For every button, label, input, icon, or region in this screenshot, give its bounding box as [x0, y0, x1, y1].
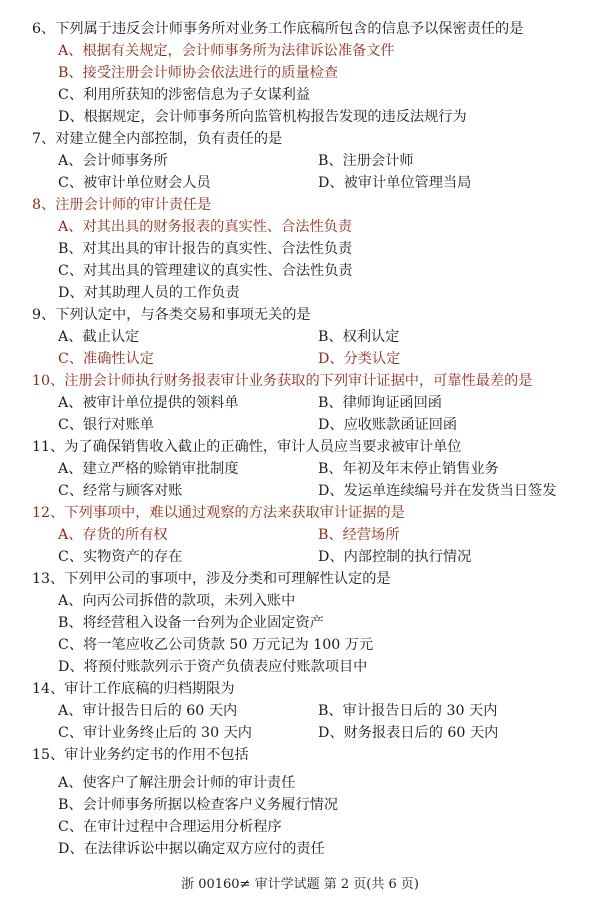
question-11-option-b: B、年初及年末停止销售业务 [318, 461, 499, 477]
question-6-option-c: C、利用所获知的涉密信息为子女谋利益 [58, 87, 311, 103]
question-14-stem: 14、审计工作底稿的归档期限为 [32, 681, 235, 697]
question-13-option-a: A、向丙公司拆借的款项，未列入账中 [58, 593, 296, 609]
question-6-stem: 6、下列属于违反会计师事务所对业务工作底稿所包含的信息予以保密责任的是 [32, 21, 524, 37]
question-9-option-d: D、分类认定 [318, 351, 401, 367]
question-9-option-b: B、权利认定 [318, 329, 400, 345]
question-6-option-b: B、接受注册会计师协会依法进行的质量检查 [58, 65, 339, 81]
question-15-option-a: A、使客户了解注册会计师的审计责任 [58, 775, 296, 791]
question-11-option-a: A、建立严格的赊销审批制度 [58, 461, 239, 477]
question-7-option-d: D、被审计单位管理当局 [318, 175, 472, 191]
question-10-option-c: C、银行对账单 [58, 417, 154, 433]
question-11-stem: 11、为了确保销售收入截止的正确性，审计人员应当要求被审计单位 [32, 439, 462, 455]
question-6-option-a: A、根据有关规定，会计师事务所为法律诉讼准备文件 [58, 43, 395, 59]
question-15-option-b: B、会计师事务所据以检查客户义务履行情况 [58, 797, 339, 813]
question-8-option-d: D、对其助理人员的工作负责 [58, 285, 240, 301]
question-9-option-c: C、准确性认定 [58, 351, 154, 367]
question-11-option-d: D、发运单连续编号并在发货当日签发 [318, 483, 557, 499]
question-9-stem: 9、下列认定中，与各类交易和事项无关的是 [32, 307, 311, 323]
question-6-option-d: D、根据规定，会计师事务所向监管机构报告发现的违反法规行为 [58, 109, 467, 125]
question-8-stem: 8、注册会计师的审计责任是 [32, 197, 212, 213]
question-12-option-a: A、存货的所有权 [58, 527, 168, 543]
question-8-option-c: C、对其出具的管理建议的真实性、合法性负责 [58, 263, 353, 279]
question-10-option-d: D、应收账款函证回函 [318, 417, 458, 433]
question-12-stem: 12、下列事项中，难以通过观察的方法来获取审计证据的是 [32, 505, 405, 521]
question-12-option-c: C、实物资产的存在 [58, 549, 183, 565]
question-14-option-d: D、财务报表日后的 60 天内 [318, 725, 499, 741]
question-15-option-d: D、在法律诉讼中据以确定双方应付的责任 [58, 841, 325, 857]
question-15-stem: 15、审计业务约定书的作用不包括 [32, 747, 249, 763]
question-14-option-c: C、审计业务终止后的 30 天内 [58, 725, 252, 741]
question-14-option-b: B、审计报告日后的 30 天内 [318, 703, 498, 719]
question-8-option-b: B、对其出具的审计报告的真实性、合法性负责 [58, 241, 353, 257]
question-7-option-c: C、被审计单位财会人员 [58, 175, 211, 191]
question-11-option-c: C、经常与顾客对账 [58, 483, 183, 499]
question-7-stem: 7、对建立健全内部控制，负有责任的是 [32, 131, 283, 147]
question-9-option-a: A、截止认定 [58, 329, 140, 345]
question-13-stem: 13、下列甲公司的事项中，涉及分类和可理解性认定的是 [32, 571, 391, 587]
question-13-option-d: D、将预付账款列示于资产负债表应付账款项目中 [58, 659, 368, 675]
question-12-option-d: D、内部控制的执行情况 [318, 549, 472, 565]
question-12-option-b: B、经营场所 [318, 527, 400, 543]
question-13-option-b: B、将经营租入设备一台列为企业固定资产 [58, 615, 324, 631]
question-8-option-a: A、对其出具的财务报表的真实性、合法性负责 [58, 219, 353, 235]
question-10-stem: 10、注册会计师执行财务报表审计业务获取的下列审计证据中，可靠性最差的是 [32, 373, 533, 389]
question-10-option-b: B、律师询证函回函 [318, 395, 442, 411]
question-13-option-c: C、将一笔应收乙公司货款 50 万元记为 100 万元 [58, 637, 374, 653]
question-15-option-c: C、在审计过程中合理运用分析程序 [58, 819, 282, 835]
question-7-option-a: A、会计师事务所 [58, 153, 168, 169]
question-14-option-a: A、审计报告日后的 60 天内 [58, 703, 238, 719]
question-10-option-a: A、被审计单位提供的领料单 [58, 395, 239, 411]
question-7-option-b: B、注册会计师 [318, 153, 414, 169]
page-footer: 浙 00160≠ 审计学试题 第 2 页(共 6 页) [181, 877, 419, 892]
